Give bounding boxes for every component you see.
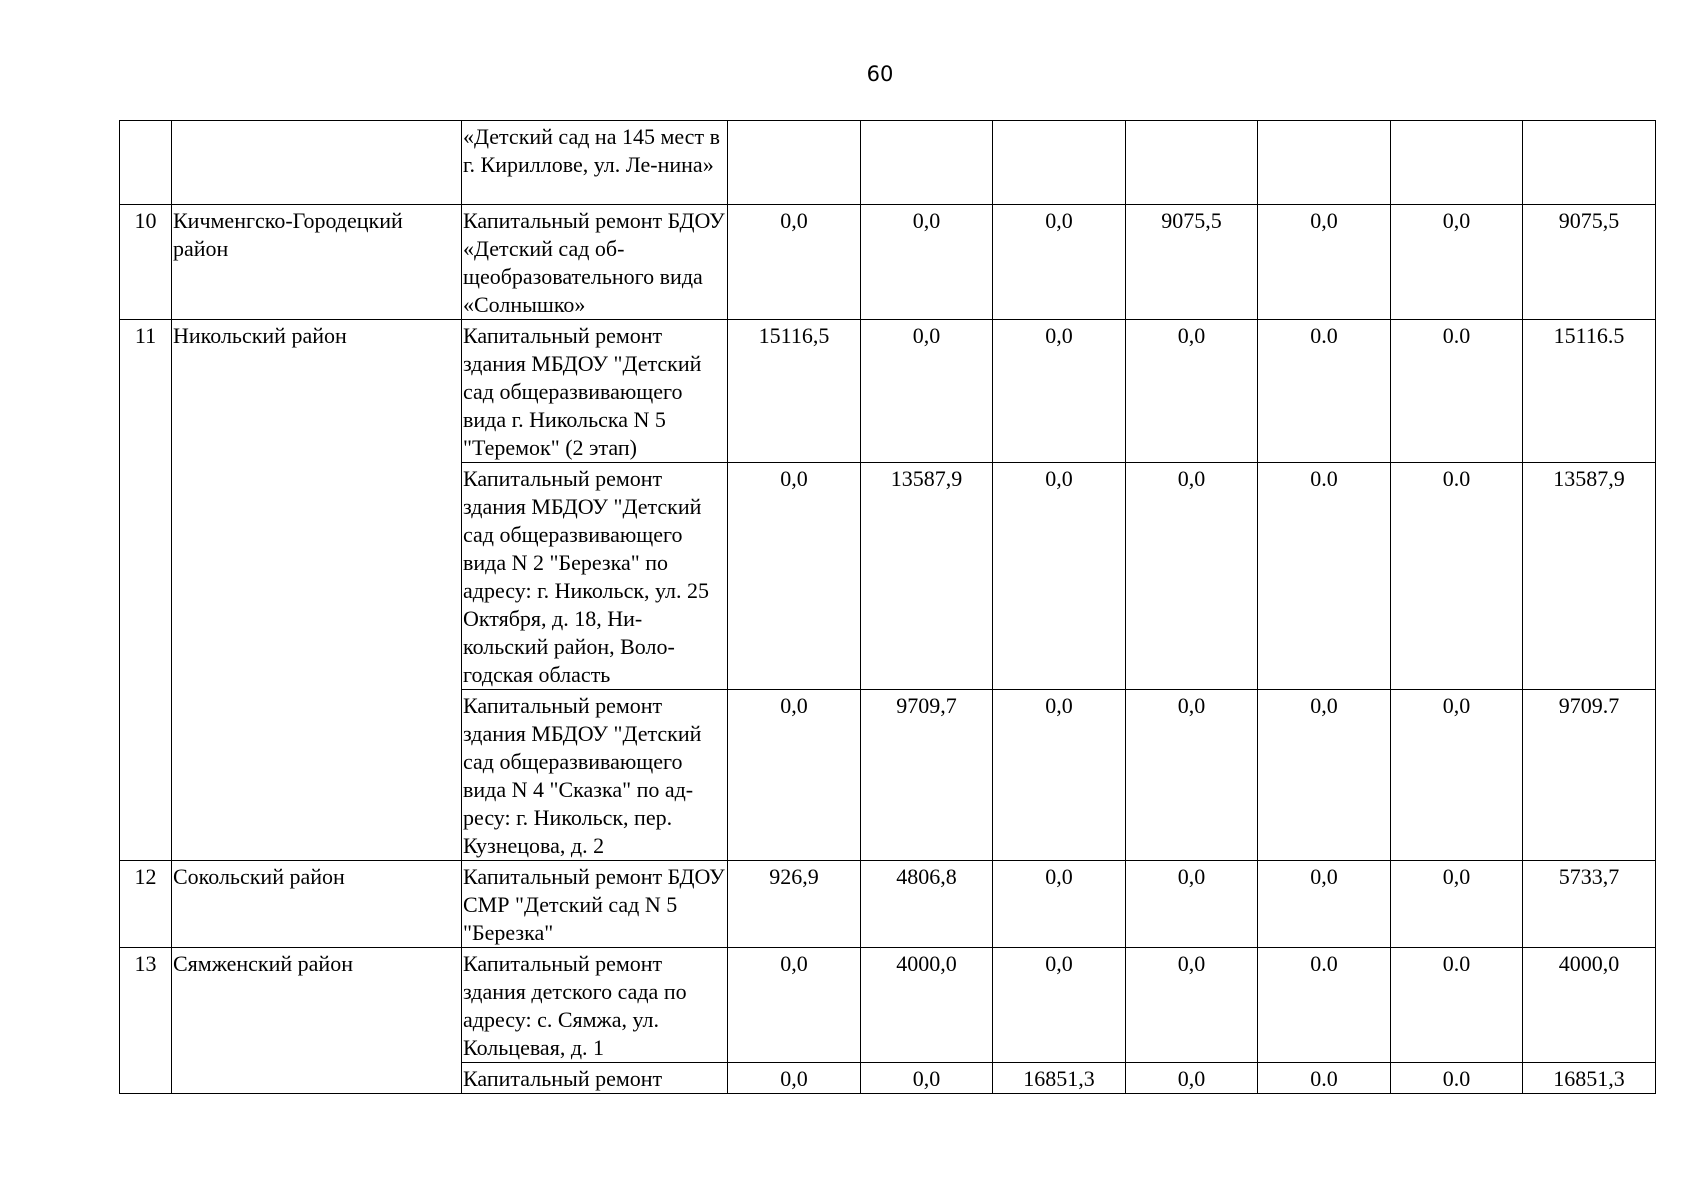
- value-cell: 0.0: [1391, 948, 1523, 1063]
- object-cell: Капитальный ремонт: [462, 1063, 728, 1094]
- table-row: [120, 205, 1656, 320]
- table-row: [120, 121, 1656, 205]
- total-cell: 15116.5: [1523, 320, 1656, 463]
- value-cell: 13587,9: [861, 463, 993, 690]
- value-cell: 0.0: [1258, 320, 1391, 463]
- district-cell: Сокольский район: [172, 861, 462, 948]
- object-cell: Капитальный ремонт здания МБДОУ "Детский сад общеразвивающего вида N 4 "Сказка" по ад-ресу: г. Никольск, пер. Кузнецова, д. 2: [462, 690, 728, 861]
- table-row: [120, 948, 1656, 1063]
- total-cell: 4000,0: [1523, 948, 1656, 1063]
- object-cell: Капитальный ремонт здания детского сада по адресу: с. Сямжа, ул. Кольцевая, д. 1: [462, 948, 728, 1063]
- value-cell: 15116,5: [728, 320, 861, 463]
- value-cell: 0,0: [728, 463, 861, 690]
- value-cell: 0,0: [1126, 320, 1258, 463]
- object-cell: Капитальный ремонт БДОУ «Детский сад об-щеобразовательного вида «Солнышко»: [462, 205, 728, 320]
- row-number: 11: [120, 320, 172, 861]
- total-cell: 9709.7: [1523, 690, 1656, 861]
- value-cell: 0,0: [1126, 690, 1258, 861]
- value-cell: 0.0: [1391, 320, 1523, 463]
- value-cell: 0,0: [728, 948, 861, 1063]
- total-cell: 13587,9: [1523, 463, 1656, 690]
- value-cell: 4000,0: [861, 948, 993, 1063]
- total-cell: 16851,3: [1523, 1063, 1656, 1094]
- value-cell: 0,0: [1391, 690, 1523, 861]
- row-number: 12: [120, 861, 172, 948]
- total-cell: 9075,5: [1523, 205, 1656, 320]
- value-cell: [1126, 121, 1258, 205]
- value-cell: 0,0: [993, 690, 1126, 861]
- object-cell: Капитальный ремонт здания МБДОУ "Детский сад общеразвивающего вида г. Никольска N 5 "Теремок" (2 этап): [462, 320, 728, 463]
- total-cell: 5733,7: [1523, 861, 1656, 948]
- district-cell: Кичменгско-Городецкий район: [172, 205, 462, 320]
- value-cell: 0,0: [993, 205, 1126, 320]
- value-cell: 0.0: [1391, 463, 1523, 690]
- table-row: [120, 320, 1656, 463]
- value-cell: 9709,7: [861, 690, 993, 861]
- object-cell: «Детский сад на 145 мест в г. Кириллове, ул. Ле-нина»: [462, 121, 728, 205]
- total-cell: [1523, 121, 1656, 205]
- value-cell: 0,0: [1258, 861, 1391, 948]
- value-cell: [1391, 121, 1523, 205]
- value-cell: 0,0: [993, 463, 1126, 690]
- value-cell: 0,0: [1391, 861, 1523, 948]
- value-cell: 0,0: [993, 861, 1126, 948]
- value-cell: 16851,3: [993, 1063, 1126, 1094]
- value-cell: 0,0: [1126, 463, 1258, 690]
- value-cell: 0,0: [728, 205, 861, 320]
- page-number: 60: [866, 62, 894, 86]
- value-cell: 4806,8: [861, 861, 993, 948]
- value-cell: [993, 121, 1126, 205]
- value-cell: 0,0: [861, 320, 993, 463]
- value-cell: 0,0: [1258, 205, 1391, 320]
- row-number: 13: [120, 948, 172, 1094]
- value-cell: 0.0: [1258, 1063, 1391, 1094]
- value-cell: 0,0: [728, 1063, 861, 1094]
- funding-table: [119, 120, 1656, 1094]
- district-cell: [172, 121, 462, 205]
- value-cell: 0,0: [993, 948, 1126, 1063]
- value-cell: 0,0: [1126, 1063, 1258, 1094]
- value-cell: 0,0: [861, 1063, 993, 1094]
- value-cell: 0.0: [1258, 948, 1391, 1063]
- value-cell: 0,0: [993, 320, 1126, 463]
- value-cell: [861, 121, 993, 205]
- table-row: [120, 861, 1656, 948]
- value-cell: [728, 121, 861, 205]
- value-cell: 9075,5: [1126, 205, 1258, 320]
- value-cell: 0,0: [728, 690, 861, 861]
- row-number: [120, 121, 172, 205]
- value-cell: 0.0: [1391, 1063, 1523, 1094]
- district-cell: Никольский район: [172, 320, 462, 861]
- row-number: 10: [120, 205, 172, 320]
- district-cell: Сямженский район: [172, 948, 462, 1094]
- value-cell: 926,9: [728, 861, 861, 948]
- value-cell: [1258, 121, 1391, 205]
- object-cell: Капитальный ремонт здания МБДОУ "Детский сад общеразвивающего вида N 2 "Березка" по адресу: г. Никольск, ул. 25 Октября, д. 18, Ни-кольский район, Воло-годская область: [462, 463, 728, 690]
- value-cell: 0,0: [1391, 205, 1523, 320]
- object-cell: Капитальный ремонт БДОУ СМР "Детский сад N 5 "Березка": [462, 861, 728, 948]
- value-cell: 0,0: [1126, 948, 1258, 1063]
- value-cell: 0.0: [1258, 463, 1391, 690]
- value-cell: 0,0: [1126, 861, 1258, 948]
- value-cell: 0,0: [861, 205, 993, 320]
- value-cell: 0,0: [1258, 690, 1391, 861]
